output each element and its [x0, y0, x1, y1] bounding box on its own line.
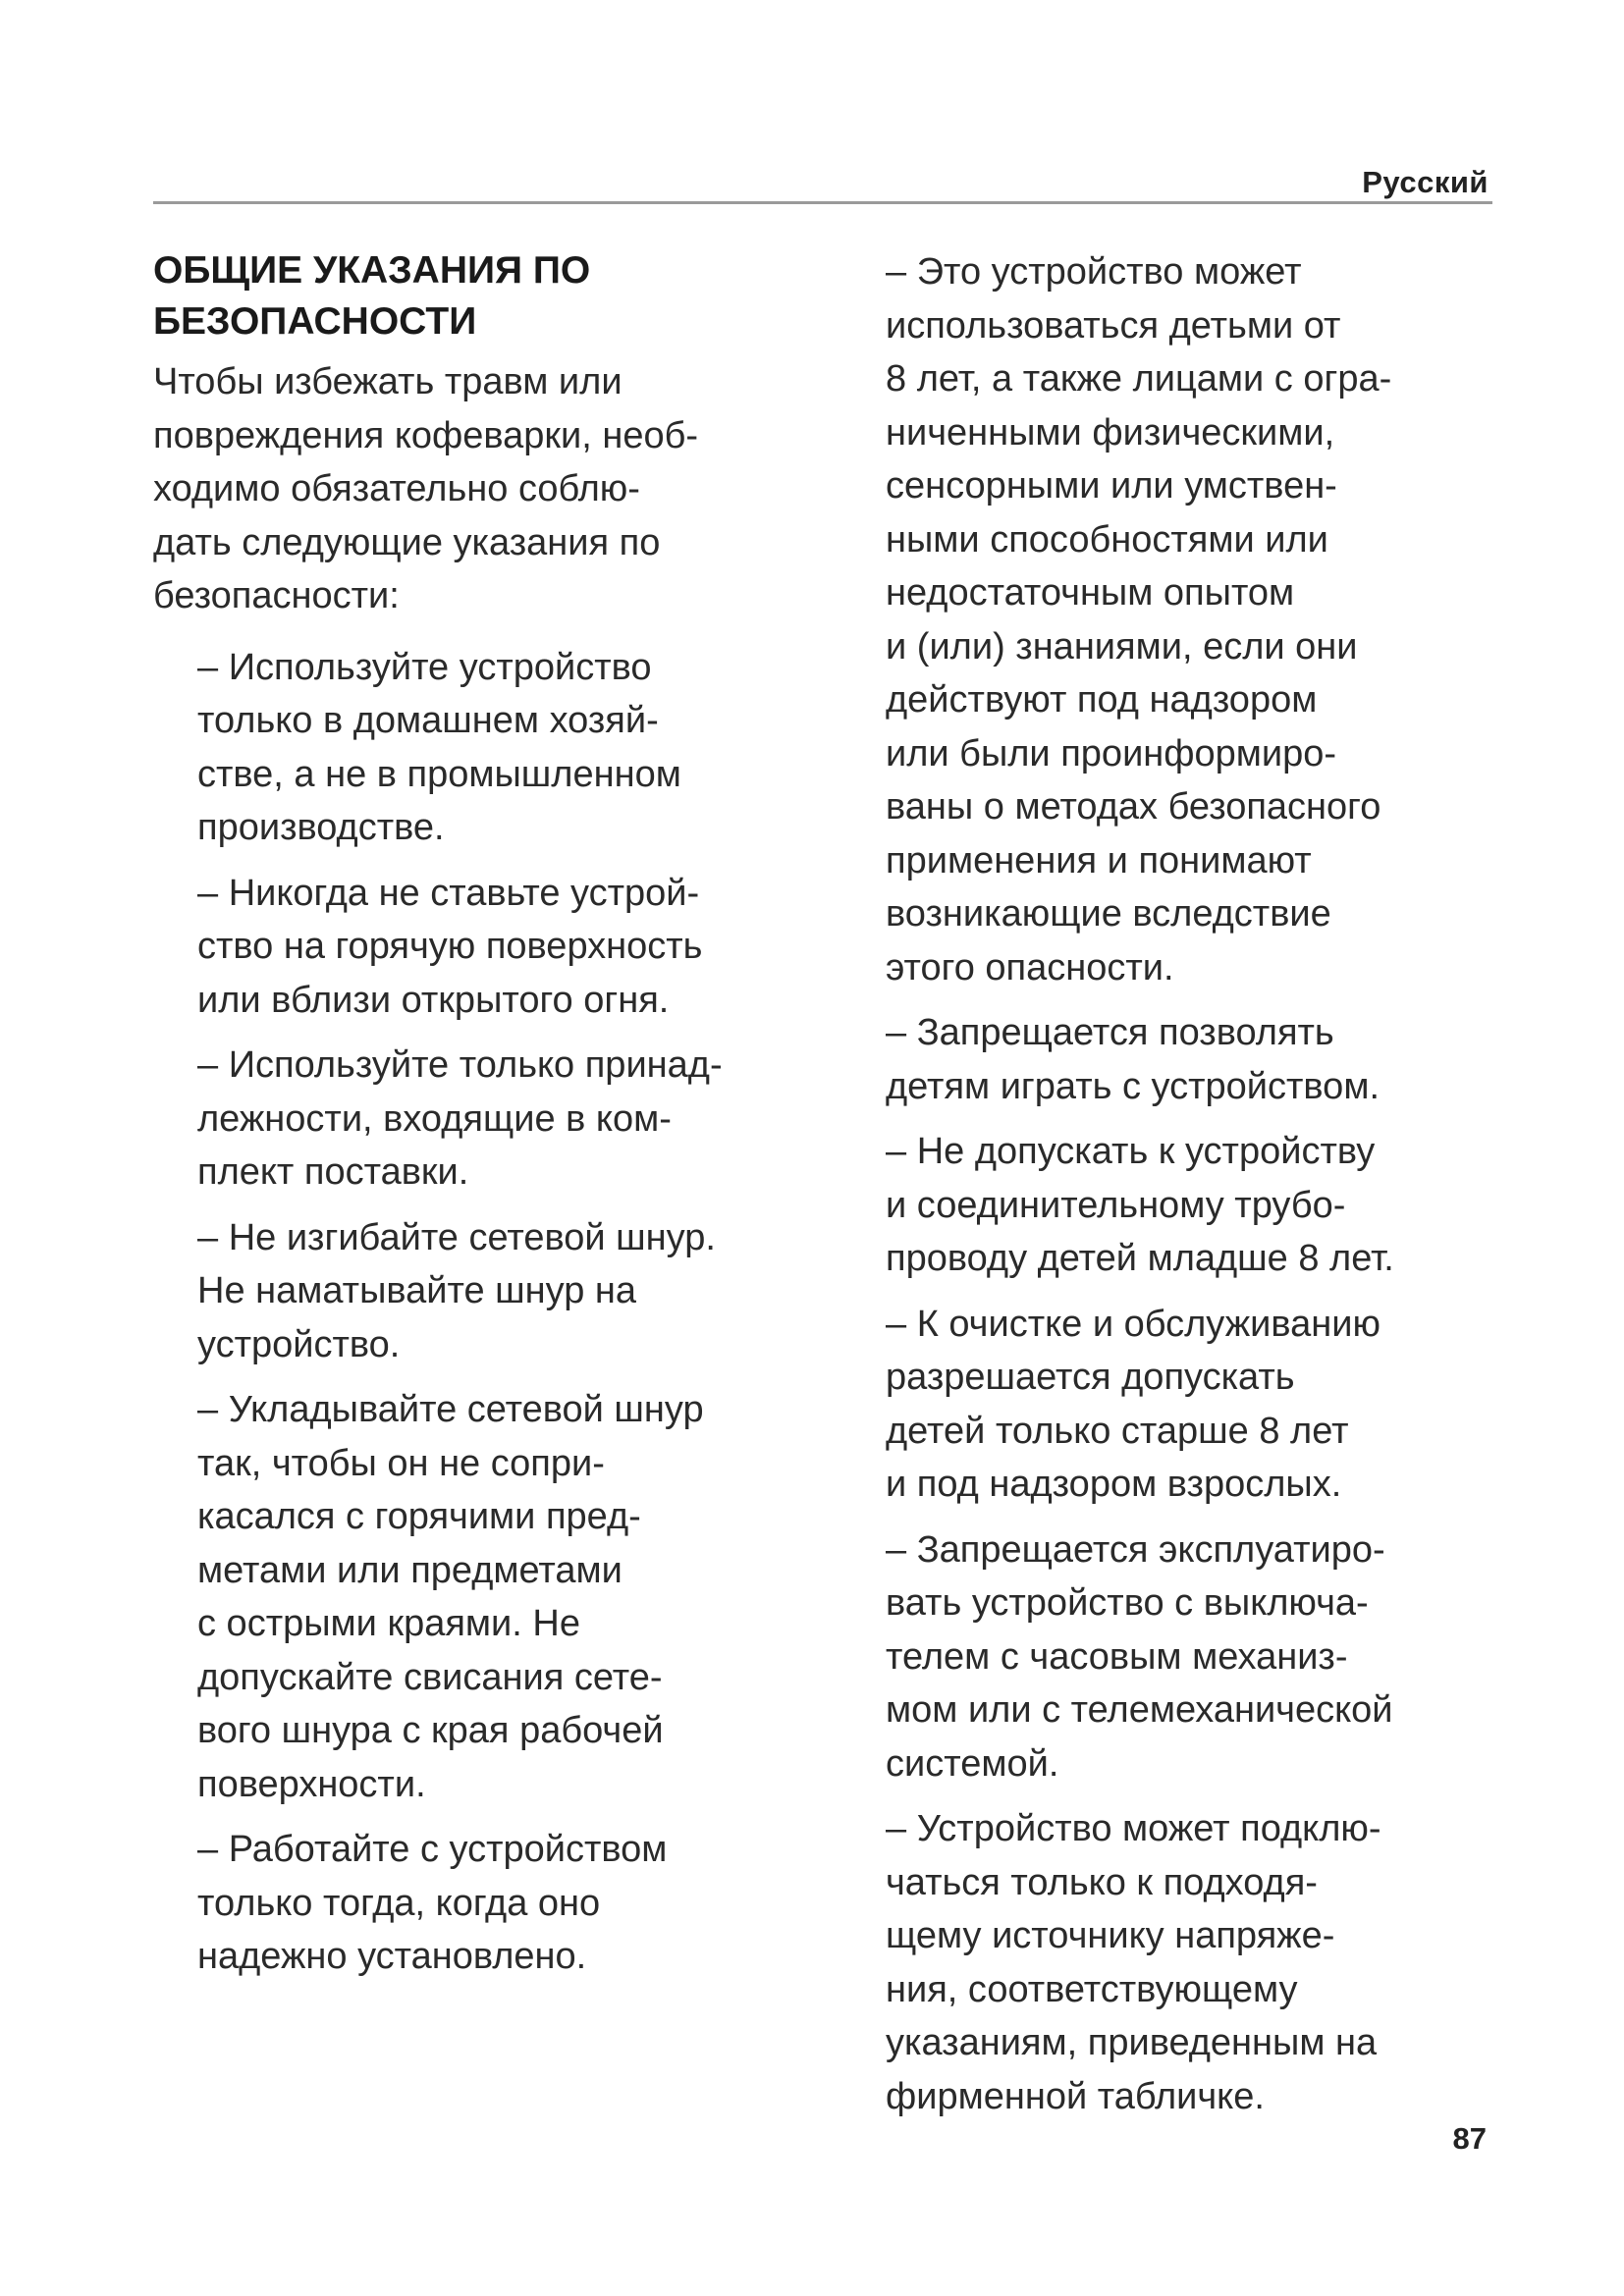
safety-item: – К очистке и обслуживанию разрешается допускать детей только старше 8 лет и под надзором взрослых. — [886, 1303, 1380, 1505]
safety-item: – Запрещается эксплуатиро- вать устройство с выключа- телем с часовым механиз- мом или с телемеханической системой. — [886, 1528, 1393, 1785]
page-number: 87 — [1452, 2121, 1487, 2156]
left-safety-list — [153, 641, 860, 1984]
intro-paragraph: Чтобы избежать травм или повреждения кофеварки, необ- ходимо обязательно соблю- дать следующие указания по безопасности: — [153, 361, 699, 616]
safety-item: – Никогда не ставьте устрой- ство на горячую поверхность или вблизи открытого огня. — [197, 872, 703, 1021]
safety-item: – Устройство может подклю- чаться только к подходя- щему источнику напряже- ния, соответствующему указаниям, приведенным на фирменной табличке. — [886, 1808, 1381, 2117]
safety-item: – Запрещается позволять детям играть с устройством. — [886, 1012, 1380, 1107]
left-column — [153, 245, 860, 1996]
right-safety-list — [886, 245, 1514, 2123]
safety-item: – Не изгибайте сетевой шнур. Не наматывайте шнур на устройство. — [197, 1216, 716, 1365]
safety-item: – Не допускать к устройству и соединительному трубо- проводу детей младше 8 лет. — [886, 1131, 1394, 1279]
safety-item: – Это устройство может использоваться детьми от 8 лет, а также лицами с огра- ниченными физическими, сенсорными или умствен- ными способностями или недостаточным опытом и (или) знаниями, если они действуют под надзором или были проинформиро- ваны о методах безопасного применения и понимают возникающие вследствие этого опасности. — [886, 251, 1392, 988]
section-title: ОБЩИЕ УКАЗАНИЯ ПО БЕЗОПАСНОСТИ — [153, 249, 591, 343]
header-divider — [153, 201, 1492, 204]
right-column — [886, 245, 1514, 2135]
header-language-label: Русский — [1362, 165, 1489, 199]
safety-item: – Укладывайте сетевой шнур так, чтобы он не сопри- касался с горячими пред- метами или предметами с острыми краями. Не допускайте свисания сете- вого шнура с края рабочей поверхности. — [197, 1389, 704, 1805]
safety-item: – Используйте устройство только в домашнем хозяй- стве, а не в промышленном производстве. — [197, 646, 681, 848]
safety-item: – Используйте только принад- лежности, входящие в ком- плект поставки. — [197, 1044, 723, 1193]
safety-item: – Работайте с устройством только тогда, когда оно надежно установлено. — [197, 1829, 668, 1977]
